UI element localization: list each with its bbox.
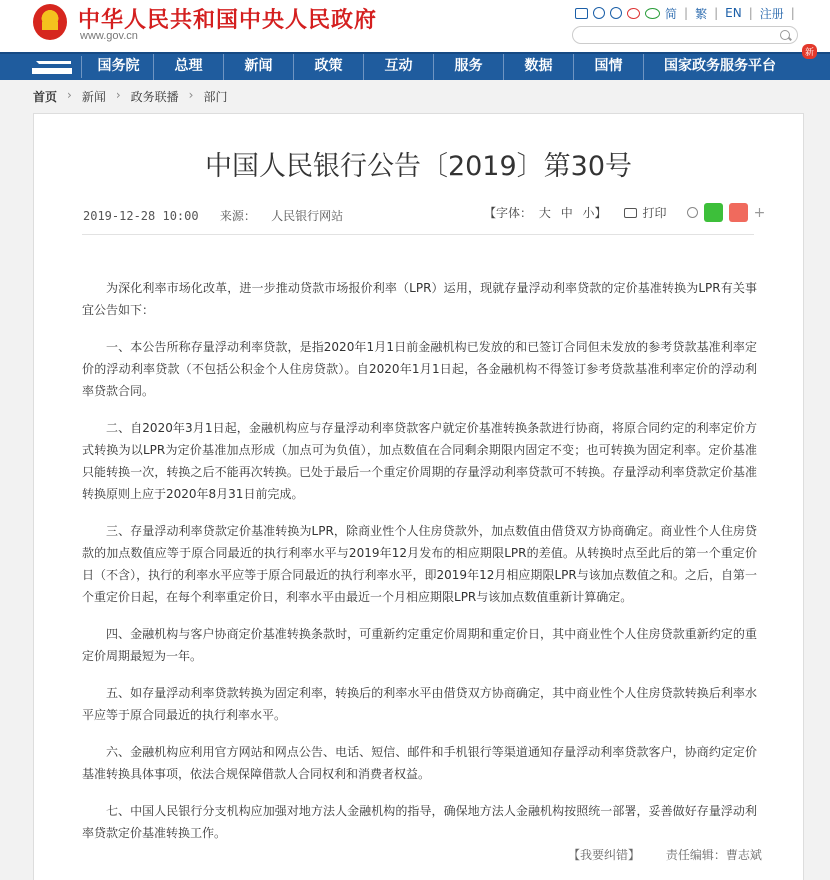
breadcrumb [33, 88, 228, 105]
tv-icon[interactable] [593, 7, 605, 19]
nav-item-interaction[interactable]: 互动 [364, 54, 434, 80]
font-medium-button[interactable]: 中 [560, 206, 573, 220]
nav-item-data[interactable]: 数据 [504, 54, 574, 80]
breadcrumb-news[interactable]: 新闻 [81, 90, 106, 104]
publish-date: 2019-12-28 10:00 [83, 209, 199, 223]
nav-items [84, 54, 796, 80]
main-nav [0, 48, 830, 80]
weibo-icon[interactable] [627, 8, 640, 19]
header-toolbar: 简 | 繁 | EN | 注册 | [575, 5, 797, 21]
nav-item-gov-service-platform[interactable]: 国家政务服务平台 [664, 58, 776, 74]
paragraph: 六、金融机构应利用官方网站和网点公告、电话、短信、邮件和手机银行等渠道通知存量浮动利率贷款客户，协商约定定价基准转换具体事项，依法合规保障借款人合同权利和消费者权益。 [82, 745, 757, 781]
site-header [0, 0, 830, 52]
article-title: 中国人民银行公告〔2019〕第30号 [204, 151, 633, 182]
paragraph: 一、本公告所称存量浮动利率贷款，是指2020年1月1日前金融机构已发放的和已签订合同但未发放的参考贷款基准利率定价的浮动利率贷款（不包括公积金个人住房贷款）。自2020年1月1日起，各金融机构不得签订参考贷款基准利率定价的浮动利率贷款合同。 [82, 340, 757, 398]
nav-item-premier[interactable]: 总理 [154, 54, 224, 80]
font-small-button[interactable]: 小】 [582, 206, 607, 220]
article-tools [484, 203, 765, 222]
nav-item-state-council[interactable]: 国务院 [84, 54, 154, 80]
font-large-button[interactable]: 大 [538, 206, 551, 220]
traditional-link[interactable]: 繁 [695, 6, 708, 21]
nav-item-service[interactable]: 服务 [434, 54, 504, 80]
article-body [82, 277, 757, 859]
article-meta [83, 207, 343, 224]
paragraph: 二、自2020年3月1日起，金融机构应与存量浮动利率贷款客户就定价基准转换条款进行协商，将原合同约定的利率定价方式转换为以LPR为定价基准加点形成（加点可为负值），加点数值在合同剩余期限内固定不变；也可转换为固定利率。定价基准只能转换一次，转换之后不能再次转换。已处于最后一个重定价周期的存量浮动利率贷款可不转换。存量浮动利率贷款定价基准转换原则上应于2020年8月31日前完成。 [82, 421, 757, 501]
nav-item-news[interactable]: 新闻 [224, 54, 294, 80]
paragraph: 为深化利率市场化改革，进一步推动贷款市场报价利率（LPR）运用，现就存量浮动利率贷款的定价基准转换为LPR有关事宜公告如下： [82, 281, 757, 317]
english-link[interactable]: EN [725, 6, 742, 20]
wechat-share-icon[interactable] [704, 203, 723, 222]
national-emblem-icon[interactable] [33, 4, 67, 40]
site-url: www.gov.cn [80, 30, 138, 42]
source-name: 人民银行网站 [271, 209, 344, 223]
nav-item-policy[interactable]: 政策 [294, 54, 364, 80]
search-icon[interactable] [780, 30, 790, 40]
responsible-editor: 责任编辑：曹志斌 [665, 848, 762, 862]
share-icon[interactable] [687, 207, 698, 218]
weibo-share-icon[interactable] [729, 203, 748, 222]
font-size-label: 【字体： [484, 206, 533, 220]
print-icon[interactable] [624, 208, 637, 218]
source-label: 来源： [219, 209, 256, 223]
nav-item-national-info[interactable]: 国情 [574, 54, 644, 80]
nav-home-icon[interactable] [24, 56, 82, 78]
article-footer [568, 846, 762, 863]
mobile-icon[interactable] [610, 7, 622, 19]
font-size-control [484, 204, 610, 221]
chevron-right-icon: › [188, 88, 194, 102]
search-input[interactable] [572, 26, 798, 44]
breadcrumb-department[interactable]: 部门 [203, 90, 228, 104]
paragraph: 七、中国人民银行分支机构应加强对地方法人金融机构的指导，确保地方法人金融机构按照统一部署，妥善做好存量浮动利率贷款定价基准转换工作。 [82, 804, 757, 840]
breadcrumb-home[interactable]: 首页 [33, 90, 58, 104]
article-panel [33, 113, 804, 880]
site-title[interactable]: 中华人民共和国中央人民政府 [78, 8, 378, 33]
paragraph: 五、如存量浮动利率贷款转换为固定利率，转换后的利率水平由借贷双方协商确定，其中商业性个人住房贷款转换后利率水平应等于原合同最近的执行利率水平。 [82, 686, 757, 722]
more-share-icon[interactable]: + [753, 204, 766, 221]
divider [82, 234, 754, 235]
breadcrumb-gov-broadcast[interactable]: 政务联播 [130, 90, 179, 104]
chevron-right-icon: › [115, 88, 121, 102]
report-error-link[interactable]: 【我要纠错】 [568, 848, 641, 862]
paragraph: 三、存量浮动利率贷款定价基准转换为LPR，除商业性个人住房贷款外，加点数值由借贷双方协商确定。商业性个人住房贷款的加点数值应等于原合同最近的执行利率水平与2019年12月发布的相应期限LPR的差值。从转换时点至此后的第一个重定价日（不含），执行的利率水平应等于原合同最近的执行利率水平，即2019年12月相应期限LPR与该加点数值之和。之后，自第一个重定价日起，在每个利率重定价日，利率水平由最近一个月相应期限LPR与该加点数值重新计算确定。 [82, 524, 757, 604]
wechat-icon[interactable] [645, 8, 660, 19]
register-link[interactable]: 注册 [759, 6, 784, 21]
simplified-link[interactable]: 简 [665, 6, 678, 21]
print-button[interactable]: 打印 [642, 206, 667, 220]
new-badge: 新 [802, 44, 817, 59]
paragraph: 四、金融机构与客户协商定价基准转换条款时，可重新约定重定价周期和重定价日，其中商业性个人住房贷款重新约定的重定价周期最短为一年。 [82, 627, 757, 663]
mail-icon[interactable] [575, 8, 588, 19]
chevron-right-icon: › [67, 88, 72, 102]
